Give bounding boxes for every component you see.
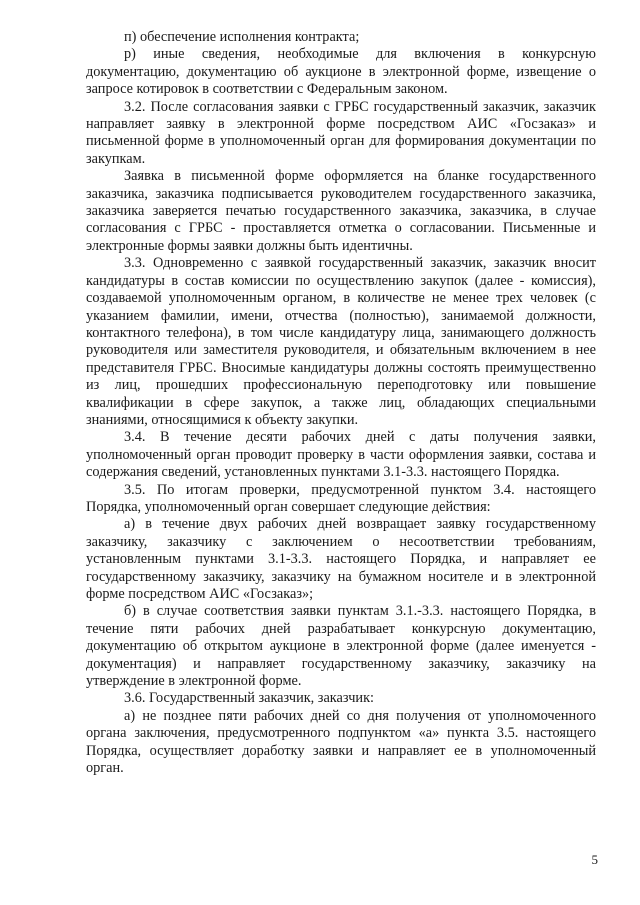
paragraph-3-6: 3.6. Государственный заказчик, заказчик: <box>124 690 374 707</box>
paragraph-3-6-a: а) не позднее пяти рабочих дней со дня получения от уполномоченного органа заключения, предусмотренного подпунктом «а» пункта 3.5. настоящего Порядка, осуществляет доработку заявки и направляет ее в уполномоченный орган. <box>86 707 596 777</box>
paragraph-3-5: 3.5. По итогам проверки, предусмотренной пунктом 3.4. настоящего Порядка, уполномоченный орган совершает следующие действия: <box>86 481 596 515</box>
paragraph-r-other-info: р) иные сведения, необходимые для включения в конкурсную документацию, документацию об аукционе в электронной форме, извещение о запросе котировок в соответствии с Федеральным законом. <box>86 46 596 98</box>
page-number: 5 <box>591 852 598 867</box>
paragraph-3-4: 3.4. В течение десяти рабочих дней с даты получения заявки, уполномоченный орган проводит проверку в части оформления заявки, состава и содержания сведений, установленных пунктами 3.1-3.3. настоящего Порядка. <box>86 429 596 481</box>
document-body <box>86 29 596 777</box>
paragraph-p-contract-security: п) обеспечение исполнения контракта; <box>124 29 360 45</box>
paragraph-3-2: 3.2. После согласования заявки с ГРБС государственный заказчик, заказчик направляет заявку в электронной форме посредством АИС «Госзаказ» и письменной форме в уполномоченный орган для формирования документации по закупкам. <box>86 98 596 167</box>
paragraph-3-5-b: б) в случае соответствия заявки пунктам 3.1.-3.3. настоящего Порядка, в течение пяти рабочих дней разрабатывает конкурсную документацию, документацию об открытом аукционе в электронной форме (далее именуется - документация) и направляет государственному заказчику, заказчику на утверждение в электронной форме. <box>86 603 596 690</box>
paragraph-application-written-form: Заявка в письменной форме оформляется на бланке государственного заказчика, заказчика подписывается руководителем государственного заказчика, заказчика заверяется печатью государственного заказчика, заказчика, в случае согласования с ГРБС - проставляется отметка о согласовании. Письменные и электронные формы заявки должны быть идентичны. <box>86 168 596 254</box>
paragraph-3-3: 3.3. Одновременно с заявкой государственный заказчик, заказчик вносит кандидатуры в состав комиссии по осуществлению закупок (далее - комиссия), создаваемой уполномоченным органом, в количестве не менее трех человек (с указанием фамилии, имени, отчества (полностью), занимаемой должности, контактного телефона), в том числе кандидатуру лица, занимающего должность руководителя или заместителя руководителя, и обязательным включением в нее представителя ГРБС. Вносимые кандидатуры должны состоять преимущественно из лиц, прошедших профессиональную переподготовку или повышение квалификации в сфере закупок, а также лиц, обладающих специальными знаниями, относящимися к объекту закупки. <box>86 255 596 428</box>
paragraph-3-5-a: а) в течение двух рабочих дней возвращает заявку государственному заказчику, заказчику с заключением о несоответствии требованиям, установленным пунктами 3.1-3.3. настоящего Порядка, и направляет ее государственному заказчику, заказчику на бумажном носителе и в электронной форме посредством АИС «Госзаказ»; <box>86 516 596 602</box>
